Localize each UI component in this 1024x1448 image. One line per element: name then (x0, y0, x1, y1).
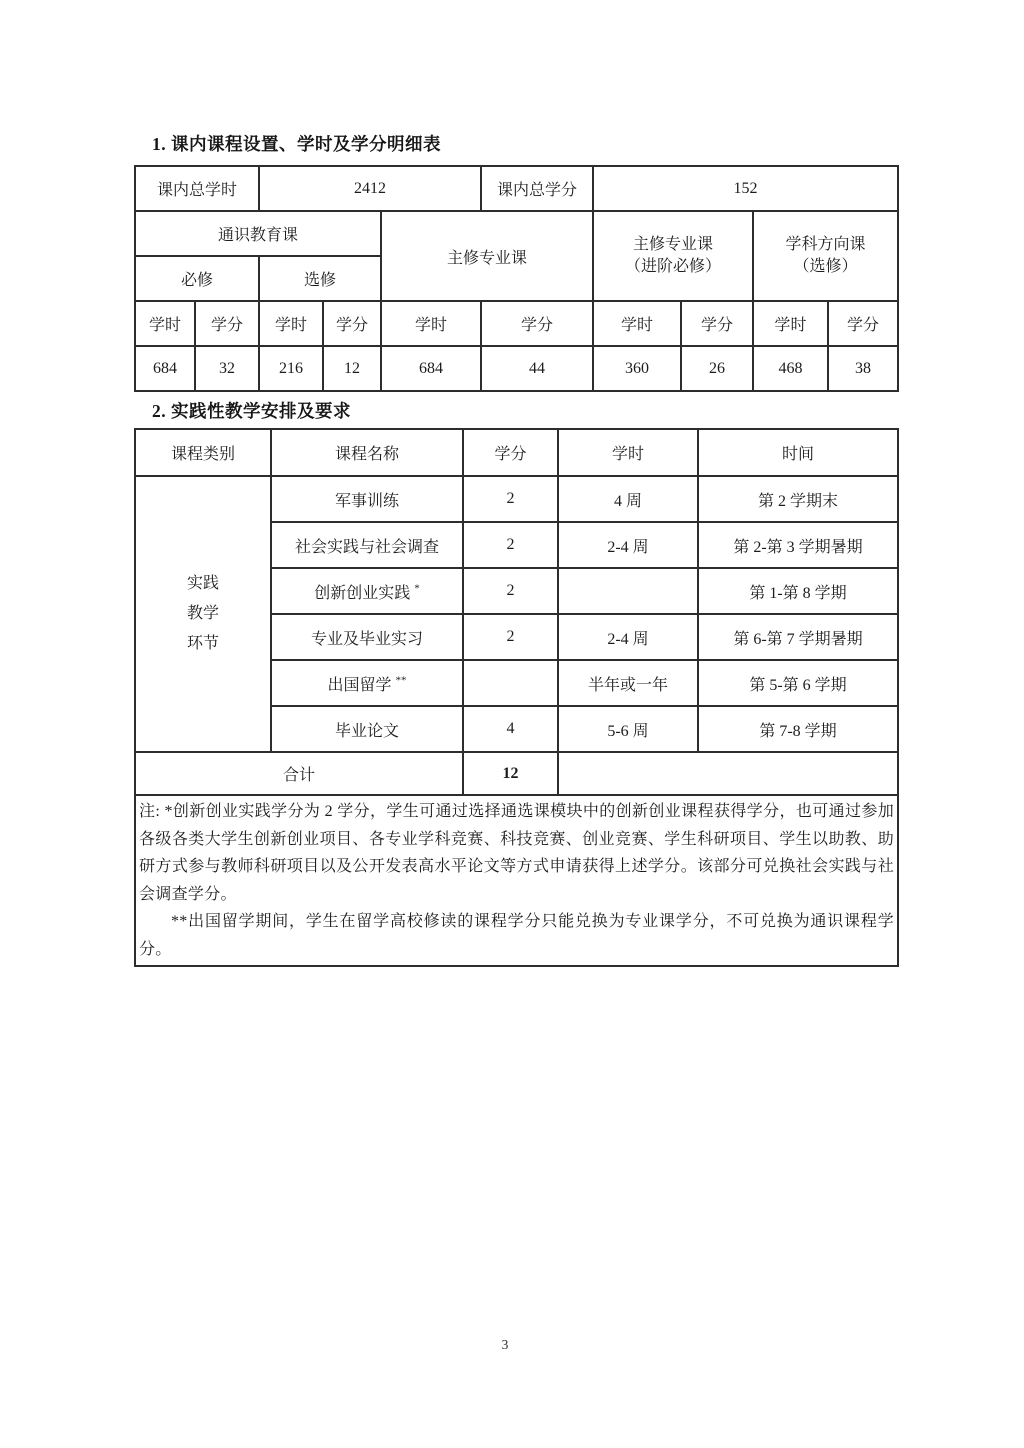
table-row (135, 301, 898, 346)
note-paragraph-1: 注: *创新创业实践学分为 2 学分，学生可通过选择通选课模块中的创新创业课程获得学分，也可通过参加各级各类大学生创新创业项目、各专业学科竞赛、科技竞赛、创业竞赛、学生科研项目、学生以助教、助研方式参与教师科研项目以及公开发表高水平论文等方式申请获得上述学分。该部分可兑换社会实践与社会调查学分。 (139, 803, 894, 903)
total-credits-value: 152 (593, 166, 898, 211)
course-name-cell: 社会实践与社会调查 (271, 522, 463, 568)
note-paragraph-2: **出国留学期间，学生在留学高校修读的课程学分只能兑换为专业课学分，不可兑换为通识课程学分。 (139, 913, 894, 958)
section2-title: 2. 实践性教学安排及要求 (152, 401, 351, 421)
value-cell: 684 (135, 346, 195, 391)
time-cell: 第 5-第 6 学期 (698, 660, 898, 706)
column-header-hours: 学时 (558, 429, 698, 476)
table-row (135, 346, 898, 391)
course-name-cell: 专业及毕业实习 (271, 614, 463, 660)
course-name-cell: 创新创业实践 * (271, 568, 463, 614)
footnote-marker: * (414, 582, 420, 595)
hours-cell: 2-4 周 (558, 522, 698, 568)
practical-teaching-table (134, 428, 899, 967)
credits-header: 学分 (681, 301, 753, 346)
notes-row (135, 795, 898, 966)
empty-cell (558, 752, 898, 795)
time-cell: 第 7-8 学期 (698, 706, 898, 752)
major-course-header: 主修专业课 (381, 211, 593, 301)
credits-header: 学分 (481, 301, 593, 346)
section1-title: 1. 课内课程设置、学时及学分明细表 (152, 134, 441, 154)
credits-cell: 2 (463, 522, 558, 568)
credits-cell: 4 (463, 706, 558, 752)
page-number: 3 (501, 1337, 509, 1352)
major-advanced-header: 主修专业课 （进阶必修） (593, 211, 753, 301)
course-name-cell: 军事训练 (271, 476, 463, 522)
column-header-category: 课程类别 (135, 429, 271, 476)
credits-cell: 2 (463, 614, 558, 660)
hours-cell (558, 568, 698, 614)
column-header-credits: 学分 (463, 429, 558, 476)
credits-header: 学分 (828, 301, 898, 346)
general-education-header: 通识教育课 (135, 211, 381, 256)
course-name-cell: 出国留学 ** (271, 660, 463, 706)
column-header-time: 时间 (698, 429, 898, 476)
time-cell: 第 2 学期末 (698, 476, 898, 522)
column-header-course-name: 课程名称 (271, 429, 463, 476)
time-cell: 第 1-第 8 学期 (698, 568, 898, 614)
table-header-row (135, 429, 898, 476)
value-cell: 684 (381, 346, 481, 391)
table-row (135, 166, 898, 211)
credits-header: 学分 (323, 301, 381, 346)
value-cell: 12 (323, 346, 381, 391)
hours-header: 学时 (135, 301, 195, 346)
value-cell: 32 (195, 346, 259, 391)
total-label: 合计 (135, 752, 463, 795)
value-cell: 44 (481, 346, 593, 391)
credits-cell: 2 (463, 476, 558, 522)
hours-cell: 半年或一年 (558, 660, 698, 706)
time-cell: 第 6-第 7 学期暑期 (698, 614, 898, 660)
total-credits-value: 12 (463, 752, 558, 795)
table-notes (135, 795, 898, 966)
table-row (135, 211, 898, 256)
elective-header: 选修 (259, 256, 381, 301)
hours-header: 学时 (753, 301, 828, 346)
value-cell: 216 (259, 346, 323, 391)
time-cell: 第 2-第 3 学期暑期 (698, 522, 898, 568)
footnote-marker: ** (395, 674, 407, 687)
hours-cell: 2-4 周 (558, 614, 698, 660)
hours-cell: 5-6 周 (558, 706, 698, 752)
required-header: 必修 (135, 256, 259, 301)
hours-header: 学时 (381, 301, 481, 346)
hours-header: 学时 (593, 301, 681, 346)
total-hours-label: 课内总学时 (135, 166, 259, 211)
total-credits-label: 课内总学分 (481, 166, 593, 211)
value-cell: 38 (828, 346, 898, 391)
credits-cell: 2 (463, 568, 558, 614)
discipline-direction-header: 学科方向课 （选修） (753, 211, 898, 301)
value-cell: 26 (681, 346, 753, 391)
total-row (135, 752, 898, 795)
category-cell: 实践 教学 环节 (135, 476, 271, 752)
credits-cell (463, 660, 558, 706)
table-row (135, 476, 898, 522)
course-name-cell: 毕业论文 (271, 706, 463, 752)
hours-header: 学时 (259, 301, 323, 346)
credits-header: 学分 (195, 301, 259, 346)
hours-cell: 4 周 (558, 476, 698, 522)
value-cell: 360 (593, 346, 681, 391)
value-cell: 468 (753, 346, 828, 391)
total-hours-value: 2412 (259, 166, 481, 211)
course-hours-credits-table (134, 165, 899, 392)
